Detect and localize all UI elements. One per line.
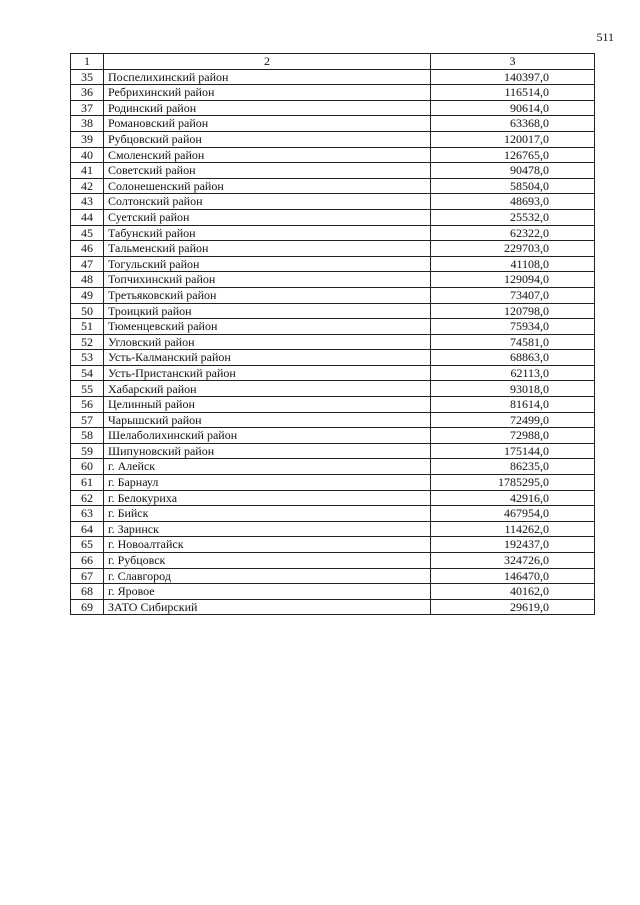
row-value: 467954,0 — [431, 506, 595, 522]
table-row — [71, 163, 595, 179]
table-row — [71, 116, 595, 132]
row-name: г. Славгород — [104, 568, 431, 584]
row-number: 48 — [71, 272, 104, 288]
row-name: г. Бийск — [104, 506, 431, 522]
row-name: г. Белокуриха — [104, 490, 431, 506]
row-name: Хабарский район — [104, 381, 431, 397]
row-number: 53 — [71, 350, 104, 366]
row-number: 65 — [71, 537, 104, 553]
table-row — [71, 209, 595, 225]
table-row — [71, 194, 595, 210]
table-row — [71, 459, 595, 475]
row-value: 62322,0 — [431, 225, 595, 241]
row-number: 56 — [71, 397, 104, 413]
row-name: г. Заринск — [104, 521, 431, 537]
row-number: 59 — [71, 443, 104, 459]
table-row — [71, 100, 595, 116]
row-number: 40 — [71, 147, 104, 163]
row-name: Шипуновский район — [104, 443, 431, 459]
row-value: 146470,0 — [431, 568, 595, 584]
row-name: г. Рубцовск — [104, 553, 431, 569]
row-value: 93018,0 — [431, 381, 595, 397]
row-name: Романовский район — [104, 116, 431, 132]
row-name: Целинный район — [104, 397, 431, 413]
row-value: 129094,0 — [431, 272, 595, 288]
table-row — [71, 225, 595, 241]
row-value: 72499,0 — [431, 412, 595, 428]
row-name: Тальменский район — [104, 241, 431, 257]
table-row — [71, 319, 595, 335]
row-name: Чарышский район — [104, 412, 431, 428]
row-value: 120798,0 — [431, 303, 595, 319]
row-number: 44 — [71, 209, 104, 225]
row-number: 49 — [71, 287, 104, 303]
row-name: Усть-Пристанский район — [104, 365, 431, 381]
row-number: 50 — [71, 303, 104, 319]
row-value: 324726,0 — [431, 553, 595, 569]
row-number: 45 — [71, 225, 104, 241]
row-number: 58 — [71, 428, 104, 444]
table-row — [71, 443, 595, 459]
table-row — [71, 178, 595, 194]
row-number: 41 — [71, 163, 104, 179]
row-number: 37 — [71, 100, 104, 116]
table-row — [71, 568, 595, 584]
row-number: 69 — [71, 599, 104, 615]
row-name: Смоленский район — [104, 147, 431, 163]
row-value: 29619,0 — [431, 599, 595, 615]
row-number: 46 — [71, 241, 104, 257]
row-name: ЗАТО Сибирский — [104, 599, 431, 615]
row-value: 126765,0 — [431, 147, 595, 163]
row-number: 43 — [71, 194, 104, 210]
table-row — [71, 521, 595, 537]
row-value: 114262,0 — [431, 521, 595, 537]
row-name: Поспелихинский район — [104, 69, 431, 85]
table-body — [71, 69, 595, 615]
table-row — [71, 412, 595, 428]
table-row — [71, 241, 595, 257]
table-row — [71, 397, 595, 413]
row-number: 52 — [71, 334, 104, 350]
row-number: 60 — [71, 459, 104, 475]
row-value: 42916,0 — [431, 490, 595, 506]
row-value: 25532,0 — [431, 209, 595, 225]
row-value: 116514,0 — [431, 85, 595, 101]
row-number: 66 — [71, 553, 104, 569]
row-value: 72988,0 — [431, 428, 595, 444]
table-row — [71, 553, 595, 569]
row-name: Третьяковский район — [104, 287, 431, 303]
row-value: 40162,0 — [431, 584, 595, 600]
row-value: 48693,0 — [431, 194, 595, 210]
row-name: Рубцовский район — [104, 131, 431, 147]
row-number: 68 — [71, 584, 104, 600]
table-row — [71, 334, 595, 350]
row-value: 58504,0 — [431, 178, 595, 194]
row-name: Троицкий район — [104, 303, 431, 319]
table-row — [71, 147, 595, 163]
row-name: Ребрихинский район — [104, 85, 431, 101]
row-number: 62 — [71, 490, 104, 506]
row-value: 63368,0 — [431, 116, 595, 132]
table-row — [71, 428, 595, 444]
row-value: 74581,0 — [431, 334, 595, 350]
table-row — [71, 69, 595, 85]
table-row — [71, 537, 595, 553]
row-number: 55 — [71, 381, 104, 397]
row-name: Солонешенский район — [104, 178, 431, 194]
row-name: г. Барнаул — [104, 475, 431, 491]
table-row — [71, 506, 595, 522]
row-value: 90478,0 — [431, 163, 595, 179]
table-row — [71, 584, 595, 600]
row-value: 1785295,0 — [431, 475, 595, 491]
row-name: Угловский район — [104, 334, 431, 350]
row-value: 41108,0 — [431, 256, 595, 272]
row-number: 47 — [71, 256, 104, 272]
row-name: Советский район — [104, 163, 431, 179]
column-header-1: 1 — [71, 54, 104, 70]
table-row — [71, 287, 595, 303]
row-name: г. Яровое — [104, 584, 431, 600]
row-number: 61 — [71, 475, 104, 491]
row-value: 68863,0 — [431, 350, 595, 366]
row-name: Топчихинский район — [104, 272, 431, 288]
row-number: 39 — [71, 131, 104, 147]
row-value: 90614,0 — [431, 100, 595, 116]
row-name: Шелаболихинский район — [104, 428, 431, 444]
table-row — [71, 256, 595, 272]
table-row — [71, 85, 595, 101]
table-row — [71, 381, 595, 397]
row-value: 75934,0 — [431, 319, 595, 335]
row-name: г. Новоалтайск — [104, 537, 431, 553]
row-value: 175144,0 — [431, 443, 595, 459]
row-number: 51 — [71, 319, 104, 335]
column-header-2: 2 — [104, 54, 431, 70]
row-number: 64 — [71, 521, 104, 537]
row-number: 57 — [71, 412, 104, 428]
row-value: 120017,0 — [431, 131, 595, 147]
row-value: 229703,0 — [431, 241, 595, 257]
row-number: 54 — [71, 365, 104, 381]
table-row — [71, 131, 595, 147]
table-row — [71, 599, 595, 615]
row-number: 42 — [71, 178, 104, 194]
row-number: 35 — [71, 69, 104, 85]
row-number: 63 — [71, 506, 104, 522]
row-value: 73407,0 — [431, 287, 595, 303]
table-row — [71, 272, 595, 288]
row-name: Суетский район — [104, 209, 431, 225]
table-row — [71, 490, 595, 506]
table-header-row — [71, 54, 595, 70]
table-row — [71, 303, 595, 319]
row-name: Родинский район — [104, 100, 431, 116]
allocation-table — [70, 53, 595, 615]
row-value: 192437,0 — [431, 537, 595, 553]
row-value: 140397,0 — [431, 69, 595, 85]
table-row — [71, 365, 595, 381]
row-number: 67 — [71, 568, 104, 584]
table-row — [71, 475, 595, 491]
row-name: г. Алейск — [104, 459, 431, 475]
row-name: Усть-Калманский район — [104, 350, 431, 366]
row-name: Тогульский район — [104, 256, 431, 272]
row-value: 81614,0 — [431, 397, 595, 413]
row-name: Солтонский район — [104, 194, 431, 210]
row-value: 62113,0 — [431, 365, 595, 381]
column-header-3: 3 — [431, 54, 595, 70]
table-row — [71, 350, 595, 366]
row-name: Тюменцевский район — [104, 319, 431, 335]
row-number: 36 — [71, 85, 104, 101]
row-value: 86235,0 — [431, 459, 595, 475]
row-name: Табунский район — [104, 225, 431, 241]
page-number: 511 — [596, 30, 614, 44]
row-number: 38 — [71, 116, 104, 132]
